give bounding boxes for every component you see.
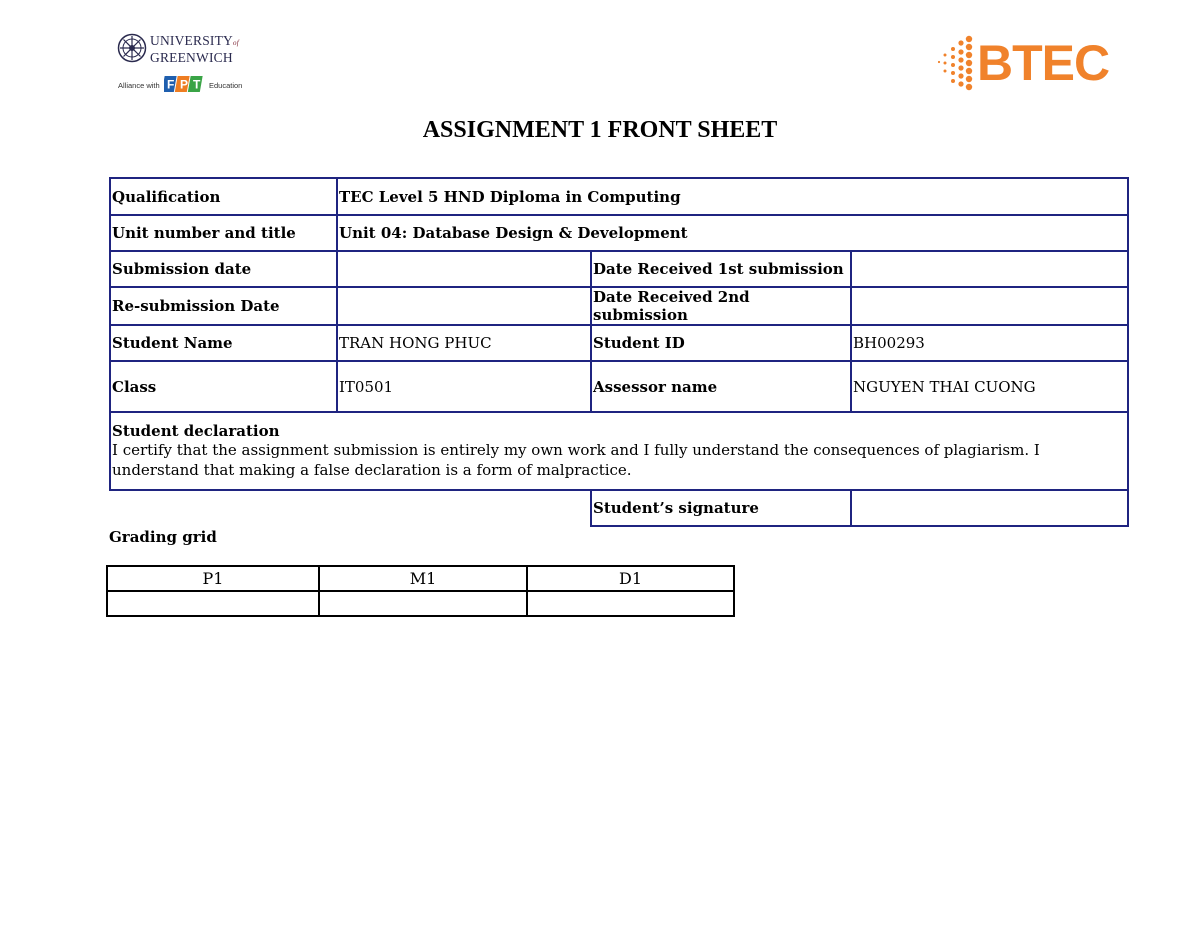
fpt-logo-icon (164, 74, 204, 94)
grade-p1-header: P1 (107, 566, 319, 591)
qualification-label: Qualification (110, 178, 337, 215)
assessor-value: NGUYEN THAI CUONG (851, 361, 1128, 412)
student-id-label: Student ID (591, 325, 851, 361)
table-row (110, 325, 1128, 361)
btec-logo (935, 33, 1125, 93)
table-row (110, 361, 1128, 412)
grading-header-row (107, 566, 734, 591)
class-value: IT0501 (337, 361, 591, 412)
alliance-prefix: Alliance with (118, 81, 160, 90)
btec-wordmark: BTEC (977, 35, 1110, 91)
student-name-label: Student Name (110, 325, 337, 361)
date-received-1-field[interactable] (851, 251, 1128, 287)
table-row (110, 215, 1128, 251)
date-received-1-label: Date Received 1st submission (591, 251, 851, 287)
table-row (110, 490, 1128, 526)
date-received-2-field[interactable] (851, 287, 1128, 325)
svg-text:P: P (180, 77, 189, 92)
btec-dots-icon (935, 33, 977, 91)
signature-field[interactable] (851, 490, 1128, 526)
resubmission-date-field[interactable] (337, 287, 591, 325)
grade-d1-header: D1 (527, 566, 734, 591)
university-name: UNIVERSITYof GREENWICH (150, 33, 239, 65)
table-row (110, 178, 1128, 215)
submission-date-field[interactable] (337, 251, 591, 287)
fpt-alliance-logo (117, 74, 247, 94)
qualification-value: TEC Level 5 HND Diploma in Computing (337, 178, 1128, 215)
table-row (110, 412, 1128, 490)
submission-date-label: Submission date (110, 251, 337, 287)
grade-d1-field[interactable] (527, 591, 734, 616)
greenwich-seal-icon (117, 33, 147, 63)
grading-grid-label: Grading grid (109, 528, 217, 546)
declaration-text: I certify that the assignment submission is entirely my own work and I fully understand the consequences of plagiarism. I understand that making a false declaration is a form of malpractice. (112, 441, 1040, 479)
grading-value-row (107, 591, 734, 616)
grade-m1-header: M1 (319, 566, 527, 591)
unit-label: Unit number and title (110, 215, 337, 251)
table-row (110, 251, 1128, 287)
university-of-greenwich-logo (117, 33, 247, 93)
svg-text:T: T (193, 77, 201, 92)
student-id-value: BH00293 (851, 325, 1128, 361)
class-label: Class (110, 361, 337, 412)
date-received-2-label: Date Received 2nd submission (591, 287, 851, 325)
svg-text:F: F (167, 77, 175, 92)
alliance-suffix: Education (209, 81, 243, 90)
student-name-value: TRAN HONG PHUC (337, 325, 591, 361)
declaration-cell (110, 412, 1128, 490)
declaration-heading: Student declaration (112, 422, 280, 440)
page-title: ASSIGNMENT 1 FRONT SHEET (422, 117, 778, 143)
grading-grid-table (106, 565, 735, 617)
table-row (110, 287, 1128, 325)
resubmission-date-label: Re-submission Date (110, 287, 337, 325)
front-sheet-table (109, 177, 1129, 527)
unit-value: Unit 04: Database Design & Development (337, 215, 1128, 251)
blank-area (110, 490, 591, 526)
assessor-label: Assessor name (591, 361, 851, 412)
signature-label: Student’s signature (591, 490, 851, 526)
grade-p1-field[interactable] (107, 591, 319, 616)
grade-m1-field[interactable] (319, 591, 527, 616)
